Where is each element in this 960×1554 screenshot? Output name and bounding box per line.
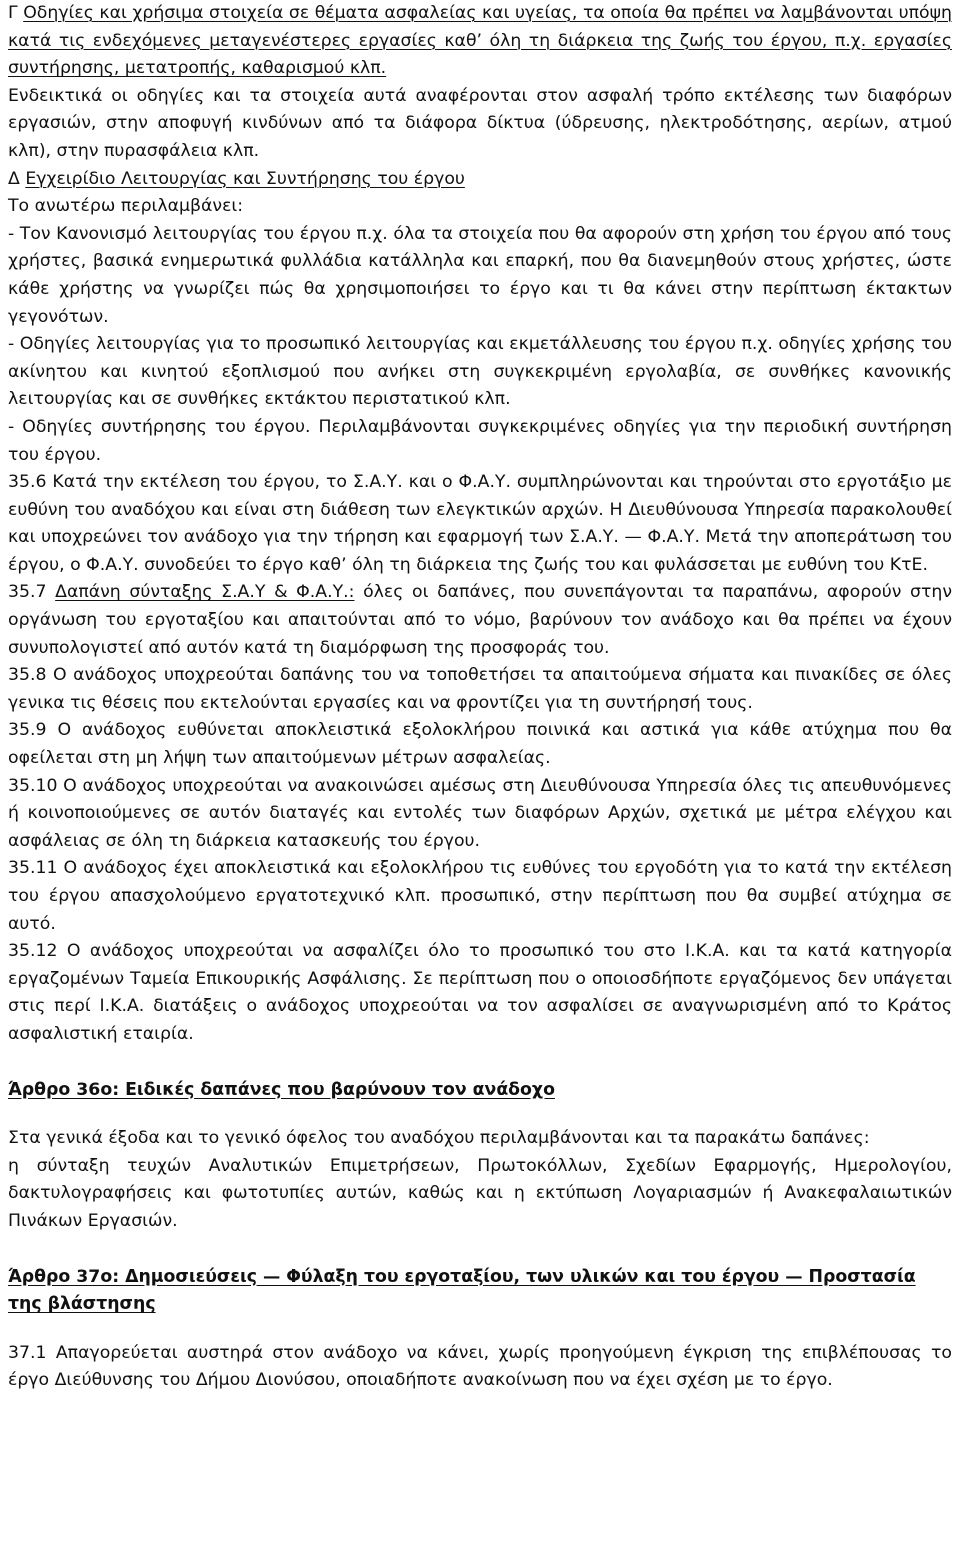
section-g-body: Ενδεικτικά οι οδηγίες και τα στοιχεία αυτά αναφέρονται στον ασφαλή τρόπο εκτέλεσης των διαφόρων εργασιών, στην αποφυγή κινδύνων από τα διάφορα δίκτυα (ύδρευσης, ηλεκτροδότησης, αερίων, ατμού κλπ), στην πυρασφάλεια κλπ. [8, 85, 952, 161]
spacer [8, 1236, 952, 1264]
section-d-title [8, 166, 952, 194]
article-37-heading: Άρθρο 37ο: Δημοσιεύσεις — Φύλαξη του εργοταξίου, των υλικών και του έργου — Προστασία της βλάστησης [8, 1266, 916, 1315]
paragraph-35-6: 35.6 Κατά την εκτέλεση του έργου, το Σ.Α.Υ. και ο Φ.Α.Υ. συμπληρώνονται και τηρούνται στο εργοτάξιο με ευθύνη του αναδόχου και είναι στη διάθεση των ελεγκτικών αρχών. Η Διευθύνουσα Υπηρεσία παρακολουθεί και υποχρεώνει τον ανάδοχο για την τήρηση και εφαρμογή των Σ.Α.Υ. — Φ.Α.Υ. Μετά την αποπεράτωση του έργου, ο Φ.Α.Υ. συνοδεύει το έργο καθ’ όλη τη διάρκεια της ζωής του και φυλάσσεται με ευθύνη του ΚτΕ. [8, 472, 952, 575]
paragraph-37-1: 37.1 Απαγορεύεται αυστηρά στον ανάδοχο να κάνει, χωρίς προηγούμενη έγκριση της επιβλέπουσας το έργο Διεύθυνσης του Δήμου Διονύσου, οποιαδήποτε ανακοίνωση που να έχει σχέση με το έργο. [8, 1342, 952, 1391]
article-36-heading: Άρθρο 36ο: Ειδικές δαπάνες που βαρύνουν τον ανάδοχο [8, 1079, 555, 1100]
spacer [8, 1104, 952, 1125]
paragraph-35-7-title: Δαπάνη σύνταξης Σ.Α.Υ & Φ.Α.Υ.: [55, 582, 355, 603]
section-d-title-text: Εγχειρίδιο Λειτουργίας και Συντήρησης του έργου [25, 168, 465, 189]
article-36-body: η σύνταξη τευχών Αναλυτικών Επιμετρήσεων, Πρωτοκόλλων, Σχεδίων Εφαρμογής, Ημερολογίου, δακτυλογραφήσεις και φωτοτυπίες αυτών, καθώς και η εκτύπωση Λογαριασμών ή Ανακεφαλαιωτικών Πινάκων Εργασιών. [8, 1155, 952, 1231]
section-g-title [8, 0, 952, 83]
section-d-intro: Το ανωτέρω περιλαμβάνει: [8, 196, 244, 217]
spacer [8, 1049, 952, 1077]
paragraph-35-7-number: 35.7 [8, 582, 47, 603]
paragraph-35-10: 35.10 Ο ανάδοχος υποχρεούται να ανακοινώσει αμέσως στη Διευθύνουσα Υπηρεσία όλες τις απευθυνόμενες ή κοινοποιούμενες σε αυτόν διαταγές και εντολές των διαφόρων Αρχών, σχετικά με μέτρα ελέγχου και ασφάλειας σε όλη τη διάρκεια κατασκευής του έργου. [8, 775, 952, 851]
section-d-item-3: - Οδηγίες συντήρησης του έργου. Περιλαμβάνονται συγκεκριμένες οδηγίες για την περιοδική συντήρηση του έργου. [8, 416, 952, 465]
paragraph-35-7 [8, 579, 952, 662]
section-d-item-1: - Τον Κανονισμό λειτουργίας του έργου π.χ. όλα τα στοιχεία που θα αφορούν στη χρήση του έργου από τους χρήστες, βασικά ενημερωτικά φυλλάδια κατάλληλα και επαρκή, που θα διανεμηθούν στους χρήστες, ώστε κάθε χρήστης να γνωρίζει πώς θα χρησιμοποιήσει το έργο και τι θα κάνει στην περίπτωση έκτακτων γεγονότων. [8, 223, 952, 327]
section-g-title-text: Οδηγίες και χρήσιμα στοιχεία σε θέματα ασφαλείας και υγείας, τα οποία θα πρέπει να λαμβάνονται υπόψη κατά τις ενδεχόμενες μεταγενέστερες εργασίες καθ’ όλη τη διάρκεια της ζωής του έργου, π.χ. εργασίες συντήρησης, μετατροπής, καθαρισμού κλπ. [8, 3, 952, 79]
paragraph-35-7-body: όλες οι δαπάνες, που συνεπάγονται τα παραπάνω, αφορούν στην οργάνωση του εργοταξίου και απαιτούνται από το νόμο, βαρύνουν τον ανάδοχο και θα πρέπει να έχουν συνυπολογιστεί από αυτόν κατά τη διαμόρφωση της προσφοράς του. [8, 582, 952, 658]
paragraph-35-8: 35.8 Ο ανάδοχος υποχρεούται δαπάνης του να τοποθετήσει τα απαιτούμενα σήματα και πινακίδες σε όλες γενικα τις θέσεις που εκτελούνται εργασίες και να φροντίζει για τη συντήρησή τους. [8, 665, 952, 713]
section-d-item-2: - Οδηγίες λειτουργίας για το προσωπικό λειτουργίας και εκμετάλλευσης του έργου π.χ. οδηγίες χρήσης του ακίνητου και κινητού εξοπλισμού που ανήκει στη συγκεκριμένη εργολαβία, σε συνθήκες κανονικής λειτουργίας και σε συνθήκες εκτάκτου περιστατικού κλπ. [8, 334, 952, 410]
paragraph-35-9: 35.9 Ο ανάδοχος ευθύνεται αποκλειστικά εξολοκλήρου ποινικά και αστικά για κάθε ατύχημα που θα οφείλεται στη μη λήψη των απαιτούμενων μέτρων ασφαλείας. [8, 720, 952, 769]
paragraph-35-11: 35.11 Ο ανάδοχος έχει αποκλειστικά και εξολοκλήρου τις ευθύνες του εργοδότη για το κατά την εκτέλεση του έργου απασχολούμενο εργατοτεχνικό κλπ. προσωπικό, στην περίπτωση που θα συμβεί ατύχημα σε αυτό. [8, 858, 952, 934]
paragraph-35-12: 35.12 Ο ανάδοχος υποχρεούται να ασφαλίζει όλο το προσωπικό του στο Ι.Κ.Α. και τα κατά κατηγορία εργαζομένων Ταμεία Επικουρικής Ασφάλισης. Σε περίπτωση που ο οποιοσδήποτε εργαζόμενος δεν υπάγεται στις περί Ι.Κ.Α. διατάξεις ο ανάδοχος υποχρεούται να τον ασφαλίσει σε αναγνωρισμένη από το Κράτος ασφαλιστική εταιρία. [8, 941, 952, 1044]
spacer [8, 1319, 952, 1340]
section-d-letter: Δ [8, 168, 20, 189]
section-g-letter: Γ [8, 3, 18, 23]
article-36-intro: Στα γενικά έξοδα και το γενικό όφελος του αναδόχου περιλαμβάνονται και τα παρακάτω δαπάνες: [8, 1128, 870, 1149]
